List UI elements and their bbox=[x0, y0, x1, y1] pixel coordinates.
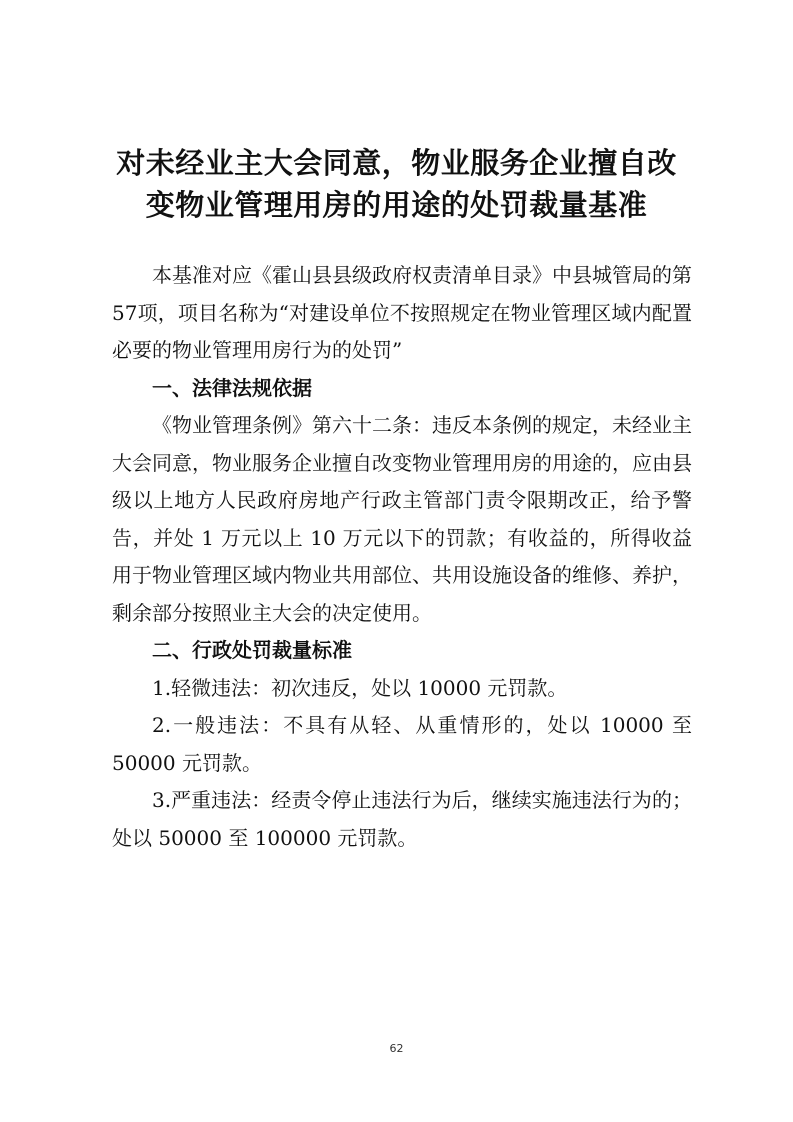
legal-basis-paragraph: 《物业管理条例》第六十二条：违反本条例的规定，未经业主大会同意，物业服务企业擅自改变物业管理用房的用途的，应由县级以上地方人民政府房地产行政主管部门责令限期改正，给予警告，并处 1 万元以上 10 万元以下的罚款；有收益的，所得收益用于物业管理区域内物业共用部位、共用设施设备的维修、养护，剩余部分按照业主大会的决定使用。 bbox=[112, 413, 692, 625]
intro-paragraph: 本基准对应《霍山县县级政府权责清单目录》中县城管局的第 57项，项目名称为“对建设单位不按照规定在物业管理区域内配置必要的物业管理用房行为的处罚” bbox=[112, 263, 692, 362]
section-heading-legal-basis: 一、法律法规依据 bbox=[152, 375, 312, 400]
penalty-item-general: 2.一般违法：不具有从轻、从重情形的，处以 10000 至 50000 元罚款。 bbox=[112, 713, 692, 775]
document-title bbox=[60, 142, 733, 226]
document-body bbox=[112, 257, 692, 857]
title-line-2: 变物业管理用房的用途的处罚裁量基准 bbox=[145, 188, 648, 222]
section-heading-penalty-standards: 二、行政处罚裁量标准 bbox=[152, 638, 352, 662]
penalty-item-minor: 1.轻微违法：初次违反，处以 10000 元罚款。 bbox=[152, 675, 568, 700]
page-number: 62 bbox=[389, 1042, 404, 1055]
title-line-1: 对未经业主大会同意，物业服务企业擅自改 bbox=[116, 146, 677, 180]
penalty-item-serious: 3.严重违法：经责令停止违法行为后，继续实施违法行为的；处以 50000 至 100000 元罚款。 bbox=[112, 788, 692, 850]
